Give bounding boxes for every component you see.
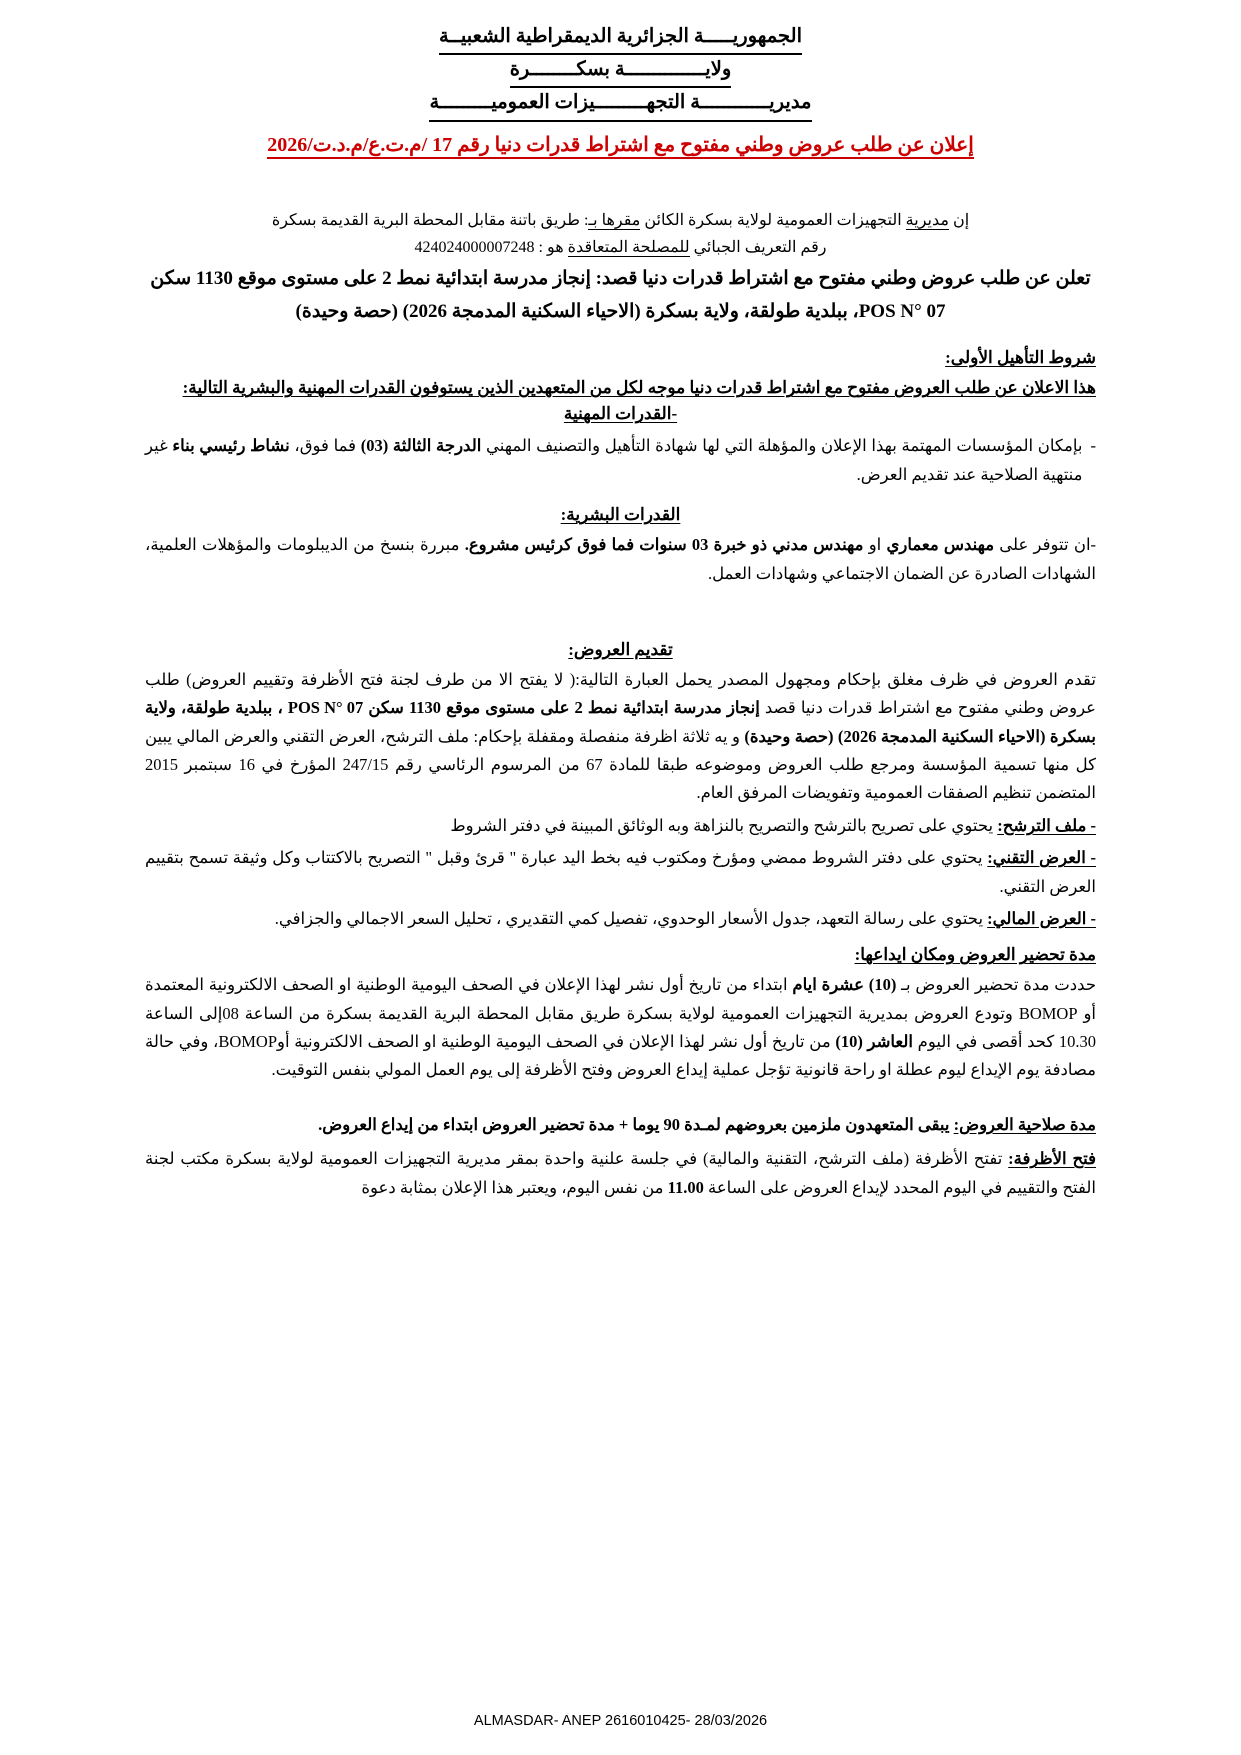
validity-text: يبقى المتعهدون ملزمين بعروضهم لمـدة 90 يوما + مدة تحضير العروض ابتداء من إيداع العروض. bbox=[318, 1114, 954, 1134]
validity-heading-text: مدة صلاحية العروض: bbox=[953, 1114, 1096, 1134]
submission-item-technical bbox=[145, 844, 1096, 901]
submission-heading-text: تقديم العروض: bbox=[568, 639, 673, 659]
professional-capacities-bullet bbox=[145, 432, 1096, 489]
document-footer bbox=[0, 1713, 1241, 1729]
duration-p1-c: من تاريخ أول نشر لهذا الإعلان في الصحف اليومية الوطنية او الصحف الالكترونية أوBOMOP، وفي حالة مصادفة يوم الإيداع ليوم عطلة او راحة قانونية تؤجل عملية إيداع العروض وفتح الأظرفة إلى يوم العمل المولي بنفس التوقيت. bbox=[145, 1032, 1096, 1080]
submission-item-financial bbox=[145, 905, 1096, 933]
prof-text-a: بإمكان المؤسسات المهتمة بهذا الإعلان والمؤهلة التي لها شهادة التأهيل والتصنيف المهني bbox=[481, 436, 1083, 456]
human-capacities-heading bbox=[145, 505, 1096, 525]
duration-paragraph bbox=[145, 971, 1096, 1085]
project-name-part2: ، ببلدية طولقة، ولاية بسكرة (الاحياء السكنية المدمجة 2026) (حصة وحيدة) bbox=[295, 300, 859, 322]
qualification-statement bbox=[145, 378, 1096, 398]
qualification-heading bbox=[145, 348, 1096, 368]
qualification-heading-text: شروط التأهيل الأولى: bbox=[945, 348, 1096, 368]
header-line-wilaya bbox=[145, 55, 1096, 88]
project-description bbox=[145, 263, 1096, 328]
opening-text-b: من نفس اليوم، ويعتبر هذا الإعلان بمثابة دعوة bbox=[361, 1177, 668, 1197]
human-capacities-heading-text: القدرات البشرية: bbox=[560, 505, 681, 525]
bullet-marker: - bbox=[1090, 436, 1096, 456]
duration-heading bbox=[145, 945, 1096, 965]
opening-time: 11.00 bbox=[667, 1177, 704, 1197]
duration-heading-text: مدة تحضير العروض ومكان ايداعها: bbox=[854, 945, 1096, 965]
project-name-part1: إنجاز مدرسة ابتدائية نمط 2 على مستوى موقع 1130 سكن bbox=[150, 268, 591, 290]
opening-text-a: تفتح الأظرفة (ملف الترشح، التقنية والمالية) في جلسة علنية واحدة بمقر مديرية التجهيزات العمومية لولاية بسكرة مكتب لجنة الفتح والتقييم في اليوم المحدد لإيداع العروض على الساعة bbox=[145, 1149, 1096, 1197]
human-text-a: -ان تتوفر على bbox=[994, 535, 1097, 555]
intro-block bbox=[145, 207, 1096, 261]
submission-paragraph bbox=[145, 666, 1096, 808]
header-line-directorate bbox=[145, 88, 1096, 121]
opening-heading-text: فتح الأظرفة: bbox=[1008, 1149, 1096, 1169]
human-architect: مهندس معماري bbox=[886, 535, 995, 555]
technical-offer-label: - العرض التقني: bbox=[987, 848, 1096, 868]
financial-offer-label: - العرض المالي: bbox=[987, 908, 1096, 928]
intro-address-line bbox=[145, 207, 1096, 234]
submission-pos-code: POS N° 07 bbox=[287, 698, 364, 718]
financial-offer-text: يحتوي على رسالة التعهد، جدول الأسعار الوحدوي، تفصيل كمي التقديري ، تحليل السعر الاجمالي والجزافي. bbox=[274, 908, 988, 928]
project-prefix: تعلن عن طلب عروض وطني مفتوح مع اشتراط قدرات دنيا قصد: bbox=[590, 268, 1091, 290]
fiscal-label-suffix: هو : bbox=[534, 238, 568, 256]
qualification-statement-text: هذا الاعلان عن طلب العروض مفتوح مع اشتراط قدرات دنيا موجه لكل من المتعهدين الذين يستوفون القدرات المهنية والبشرية التالية: bbox=[182, 378, 1096, 398]
candidacy-file-label: - ملف الترشح: bbox=[997, 815, 1096, 835]
fiscal-label-prefix: رقم التعريف الجبائي bbox=[689, 238, 827, 256]
professional-capacities-heading-text: -القدرات المهنية bbox=[563, 404, 678, 424]
announcement-title bbox=[145, 131, 1096, 159]
intro-fiscal-line bbox=[145, 234, 1096, 261]
professional-capacities-heading bbox=[145, 404, 1096, 424]
header-line-republic bbox=[145, 22, 1096, 55]
header-line-republic-text: الجمهوريـــــة الجزائرية الديمقراطية الشعبيــة bbox=[439, 22, 802, 55]
technical-offer-text: يحتوي على دفتر الشروط ممضي ومؤرخ ومكتوب فيه بخط اليد عبارة " قرئ وقبل " التصريح بالاكتتاب وكل وثيقة تسمح بتقييم العرض التقني. bbox=[145, 848, 1096, 896]
prof-text-b: فما فوق، bbox=[289, 436, 361, 456]
submission-item-candidacy bbox=[145, 812, 1096, 840]
submission-heading bbox=[145, 640, 1096, 660]
intro-underline-directorate: مديرية bbox=[905, 211, 949, 229]
fiscal-identification-number: 424024000007248 bbox=[414, 238, 535, 256]
submission-p1-b: و يه ثلاثة اظرفة منفصلة ومقفلة بإحكام: ملف الترشح، العرض التقني والعرض المالي يبين كل منها تسمية المؤسسة ومرجع طلب العروض وموضوعه طبقا للمادة 67 من المرسوم الرئاسي رقم 247/15 المؤرخ في 16 سبتمبر 2015 المتضمن تنظيم الصفقات العمومية وتفويضات المرفق العام. bbox=[145, 726, 1096, 803]
prof-degree: الدرجة الثالثة (03) bbox=[360, 436, 482, 456]
document-header bbox=[145, 22, 1096, 122]
human-text-b: او bbox=[863, 535, 887, 555]
duration-tenth-day: العاشر (10) bbox=[835, 1032, 914, 1051]
duration-p1-b: ابتداء من تاريخ أول نشر لهذا الإعلان في الصحف اليومية الوطنية او الصحف الالكترونية المعتمدة أو BOMOP وتودع العروض بمديرية التجهيزات العمومية لولاية بسكرة طريق مقابل المحطة البرية القديمة بسكرة من الساعة 08إلى الساعة 10.30 كحد أقصى في اليوم bbox=[145, 975, 1097, 1051]
submission-project-name1: إنجاز مدرسة ابتدائية نمط 2 على مستوى موقع 1130 سكن bbox=[368, 698, 760, 718]
duration-p1-a: حددت مدة تحضير العروض بـ bbox=[896, 975, 1097, 995]
prof-main-activity: نشاط رئيسي بناء bbox=[172, 436, 290, 456]
intro-underline-hq: مقرها بـ bbox=[588, 211, 641, 229]
announcement-title-year: 2026 bbox=[267, 134, 307, 159]
intro-address: : طريق باتنة مقابل المحطة البرية القديمة بسكرة bbox=[271, 211, 589, 229]
duration-ten-days: (10) عشرة ايام bbox=[792, 975, 897, 995]
validity-paragraph bbox=[145, 1111, 1096, 1139]
footer-reference-text: ALMASDAR- ANEP 2616010425- 28/03/2026 bbox=[473, 1713, 768, 1729]
human-civil-engineer: مهندس مدني ذو خبرة 03 سنوات فما فوق كرئيس مشروع. bbox=[464, 535, 864, 555]
human-text-c: مبررة بنسخ من الديبلومات والمؤهلات العلمية، الشهادات الصادرة عن الضمان الاجتماعي وشهادات العمل. bbox=[145, 535, 1096, 583]
prof-text-c: غير منتهية الصلاحية عند تقديم العرض. bbox=[145, 436, 1083, 484]
candidacy-file-text: يحتوي على تصريح بالترشح والتصريح بالنزاهة وبه الوثائق المبينة في دفتر الشروط bbox=[450, 815, 998, 835]
submission-project-name2: ، ببلدية طولقة، ولاية بسكرة (الاحياء السكنية المدمجة 2026) (حصة وحيدة) bbox=[145, 698, 1096, 746]
header-line-wilaya-text: ولايــــــــــــــة بسكــــــــرة bbox=[510, 55, 732, 88]
intro-prefix: إن bbox=[948, 211, 970, 229]
submission-p1-a: تقدم العروض في ظرف مغلق بإحكام ومجهول المصدر يحمل العبارة التالية:( لا يفتح الا من طرف لجنة فتح الأظرفة وتقييم العروض) طلب عروض وطني مفتوح مع اشتراط قدرات دنيا قصد bbox=[145, 669, 1097, 718]
opening-paragraph bbox=[145, 1145, 1096, 1202]
professional-capacities-text bbox=[145, 432, 1083, 489]
project-pos-code: POS N° 07 bbox=[858, 300, 946, 322]
intro-middle: التجهيزات العمومية لولاية بسكرة الكائن bbox=[640, 211, 906, 229]
header-line-directorate-text: مديريــــــــــــة التجهـــــــــيزات العموميـــــــــة bbox=[429, 88, 811, 121]
announcement-title-text: إعلان عن طلب عروض وطني مفتوح مع اشتراط قدرات دنيا رقم 17 /م.ت.ع/م.د.ت/ bbox=[307, 134, 974, 159]
fiscal-label-underline: للمصلحة المتعاقدة bbox=[567, 238, 690, 256]
human-capacities-text bbox=[145, 531, 1096, 588]
